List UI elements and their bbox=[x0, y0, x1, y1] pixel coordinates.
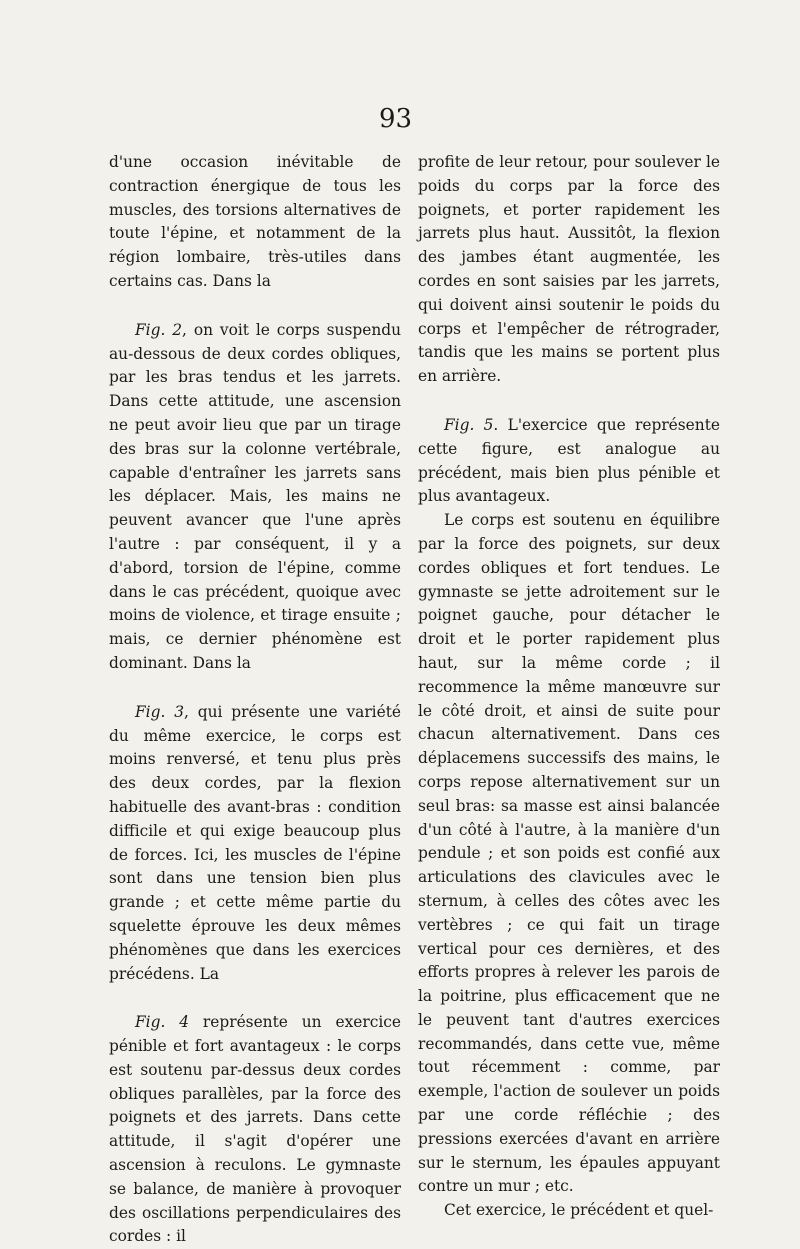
paragraph: d'une occasion inévitable de contraction énergique de tous les muscles, des torsions alternatives de toute l'épine, et notamment de la région lombaire, très-utiles dans certains cas. Dans la bbox=[109, 153, 401, 290]
figure-paragraph bbox=[109, 701, 401, 987]
right-column bbox=[418, 151, 720, 1223]
figure-paragraph bbox=[418, 414, 720, 509]
figure-reference: Fig. 2 bbox=[135, 320, 183, 339]
paragraph: Cet exercice, le précédent et quel- bbox=[444, 1201, 714, 1220]
paragraph-text: . L'exercice que représente cette figure, est analogue au précédent, mais bien plus pénible et plus avantageux. bbox=[418, 415, 720, 506]
paragraph: profite de leur retour, pour soulever le poids du corps par la force des poignets, et porter rapidement les jarrets plus haut. Aussitôt, la flexion des jambes étant augmentée, les cordes en sont saisies par les jarrets, qui doivent ainsi soutenir le poids du corps et l'empêcher de rétrograder, tandis que les mains se portent plus en arrière. bbox=[418, 153, 720, 386]
figure-paragraph bbox=[109, 319, 401, 676]
figure-reference: Fig. 3 bbox=[135, 702, 184, 721]
figure-reference: Fig. 4 bbox=[135, 1013, 190, 1032]
paragraph-text: représente un exercice pénible et fort avantageux : le corps est soutenu par-dessus deux cordes obliques parallèles, par la force des poignets et des jarrets. Dans cette attitude, il s'agit d'opérer une ascension à reculons. Le gymnaste se balance, de manière à provoquer des oscillations perpendiculaires des cordes : il bbox=[109, 1013, 401, 1246]
paragraph-text: , qui présente une variété du même exercice, le corps est moins renversé, et tenu plus près des deux cordes, par la flexion habituelle des avant-bras : condition difficile et qui exige beaucoup plus de forces. Ici, les muscles de l'épine sont dans une tension bien plus grande ; et cette même partie du squelette éprouve les deux mêmes phénomènes que dans les exercices précédens. La bbox=[109, 702, 401, 983]
figure-paragraph bbox=[109, 1011, 401, 1249]
paragraph-text: , on voit le corps suspendu au-dessous de deux cordes obliques, par les bras tendus et les jarrets. Dans cette attitude, une ascension ne peut avoir lieu que par un tirage des bras sur la colonne vertébrale, capable d'entraîner les jarrets sans les déplacer. Mais, les mains ne peuvent avancer que l'une après l'autre : par conséquent, il y a d'abord, torsion de l'épine, comme dans le cas précédent, quoique avec moins de violence, et tirage ensuite ; mais, ce dernier phénomène est dominant. Dans la bbox=[109, 320, 401, 672]
left-column bbox=[109, 151, 401, 1249]
page-number: 93 bbox=[379, 104, 413, 134]
figure-reference: Fig. 5 bbox=[444, 415, 494, 434]
paragraph: Le corps est soutenu en équilibre par la force des poignets, sur deux cordes obliques et fort tendues. Le gymnaste se jette adroitement sur le poignet gauche, pour détacher le droit et le porter rapidement plus haut, sur la même corde ; il recommence la même manœuvre sur le côté droit, et ainsi de suite pour chacun alternativement. Dans ces déplacemens successifs des mains, le corps repose alternativement sur un seul bras: sa masse est ainsi balancée d'un côté à l'autre, à la manière d'un pendule ; et son poids est confié aux articulations des clavicules avec le sternum, à celles des côtes avec les vertèbres ; ce qui fait un tirage vertical pour ces dernières, et des efforts propres à relever les parois de la poitrine, plus efficacement que ne le peuvent tant d'autres exercices recommandés, dans cette vue, même tout récemment : comme, par exemple, l'action de soulever un poids par une corde réfléchie ; des pressions exercées d'avant en arrière sur le sternum, les épaules appuyant contre un mur ; etc. bbox=[418, 511, 720, 1196]
